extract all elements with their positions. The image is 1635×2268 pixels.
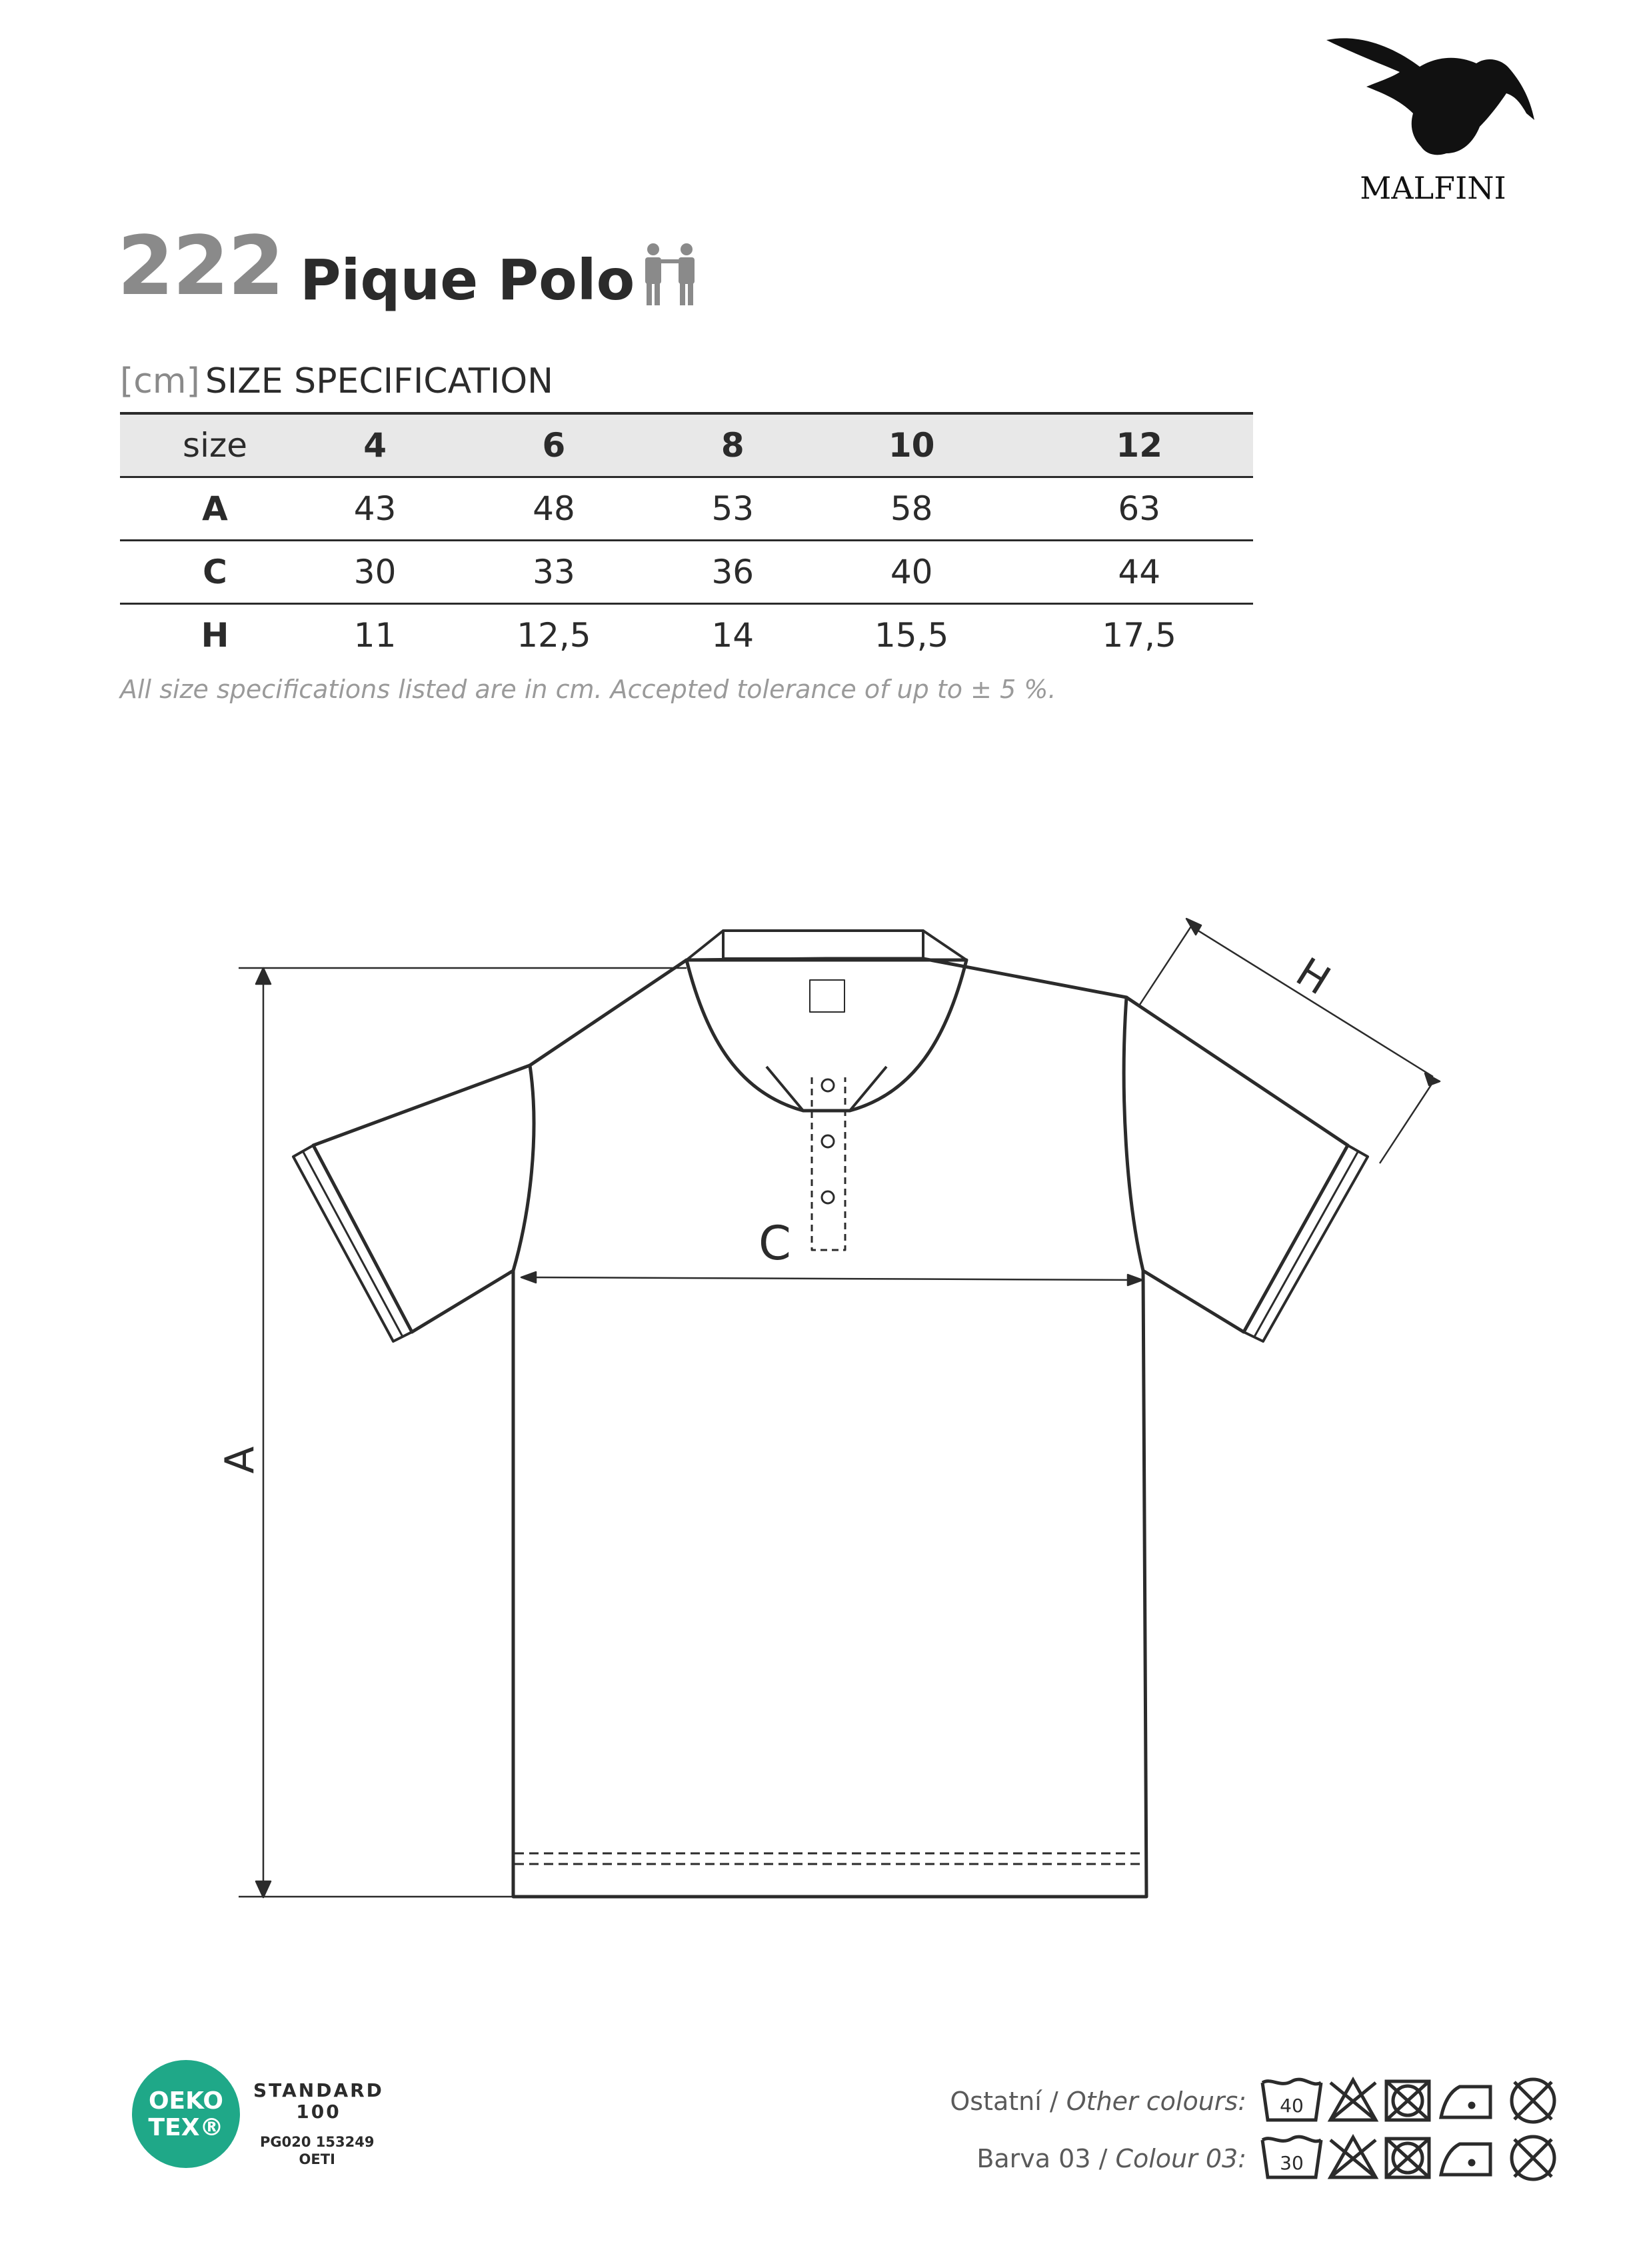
care-icons-row-2 [1260, 2131, 1566, 2184]
measure-h-label: H [1288, 949, 1338, 1005]
table-row [120, 604, 1253, 667]
no-bleach-icon [1330, 2137, 1376, 2177]
right-sleeve [1126, 997, 1348, 1332]
size-table [120, 412, 1253, 666]
table-row-label: H [201, 616, 229, 655]
table-cell: 11 [353, 616, 397, 655]
table-cell: 43 [353, 489, 397, 528]
spec-heading [120, 361, 554, 401]
no-bleach-icon [1330, 2080, 1376, 2120]
table-header-size: size [183, 426, 247, 465]
care-row-2-label: Barva 03 / Colour 03: [976, 2144, 1246, 2173]
measure-c-label: C [759, 1216, 791, 1271]
shirt-body-outline [513, 959, 1146, 1897]
oeko-standard-number: 100 [296, 2101, 341, 2123]
measure-a [239, 968, 687, 1897]
placket [812, 1077, 845, 1250]
table-header-row [120, 413, 1253, 477]
table-cell: 14 [711, 616, 755, 655]
table-header-cell: 6 [542, 426, 566, 465]
table-header-cell: 12 [1116, 426, 1163, 465]
garment-drawing [0, 867, 1635, 1933]
table-header-cell: 8 [721, 426, 745, 465]
measure-h [1138, 919, 1440, 1163]
table-row [120, 541, 1253, 604]
no-tumble-dry-icon [1386, 2139, 1429, 2177]
table-header-cell: 10 [888, 426, 935, 465]
product-number: 222 [117, 219, 283, 313]
table-cell: 36 [711, 553, 755, 591]
kids-icon [640, 241, 700, 308]
care-icons-row-1 [1260, 2073, 1566, 2127]
svg-text:30: 30 [1280, 2152, 1304, 2174]
left-sleeve [313, 1065, 530, 1332]
measure-c [521, 1272, 1142, 1285]
eagle-icon [1320, 27, 1546, 207]
wash-icon [1262, 2137, 1321, 2177]
spec-title: SIZE SPECIFICATION [205, 361, 554, 401]
collar [687, 960, 966, 1111]
table-cell: 17,5 [1102, 616, 1176, 655]
table-cell: 15,5 [874, 616, 949, 655]
oeko-cert-code: PG020 153249 [260, 2134, 375, 2150]
measure-a-label: A [217, 1446, 263, 1474]
oeko-standard [253, 2080, 384, 2123]
oeko-certificate [260, 2133, 374, 2168]
table-cell: 30 [353, 553, 397, 591]
spec-unit: [cm] [120, 361, 200, 401]
table-row-label: A [202, 489, 228, 528]
wash-icon [1262, 2079, 1321, 2120]
table-cell: 48 [533, 489, 575, 528]
table-header-cell: 4 [363, 426, 387, 465]
care-row-1-label: Ostatní / Other colours: [950, 2087, 1246, 2116]
iron-low-icon [1441, 2087, 1490, 2117]
table-cell: 12,5 [517, 616, 591, 655]
oeko-line1: OEKO [148, 2087, 224, 2115]
no-dry-clean-icon [1512, 2137, 1554, 2179]
product-name: Pique Polo [300, 247, 635, 313]
table-cell: 53 [711, 489, 755, 528]
table-row-label: C [203, 553, 227, 591]
tolerance-note: All size specifications listed are in cm. Accepted tolerance of up to ± 5 %. [120, 675, 1056, 704]
oeko-tex-badge [132, 2060, 240, 2168]
table-cell: 44 [1118, 553, 1161, 591]
table-cell: 58 [890, 489, 933, 528]
oeko-line2: TEX® [148, 2114, 224, 2141]
svg-text:MALFINI: MALFINI [1360, 170, 1506, 206]
iron-low-icon [1441, 2144, 1490, 2175]
oeko-standard-label: STANDARD [253, 2079, 384, 2101]
table-cell: 63 [1118, 489, 1161, 528]
table-cell: 40 [890, 553, 933, 591]
no-dry-clean-icon [1512, 2079, 1554, 2122]
brand-logo [1320, 27, 1546, 207]
svg-text:40: 40 [1280, 2095, 1304, 2117]
table-row [120, 477, 1253, 541]
oeko-cert-issuer: OETI [299, 2151, 335, 2167]
table-cell: 33 [533, 553, 575, 591]
no-tumble-dry-icon [1386, 2081, 1429, 2120]
